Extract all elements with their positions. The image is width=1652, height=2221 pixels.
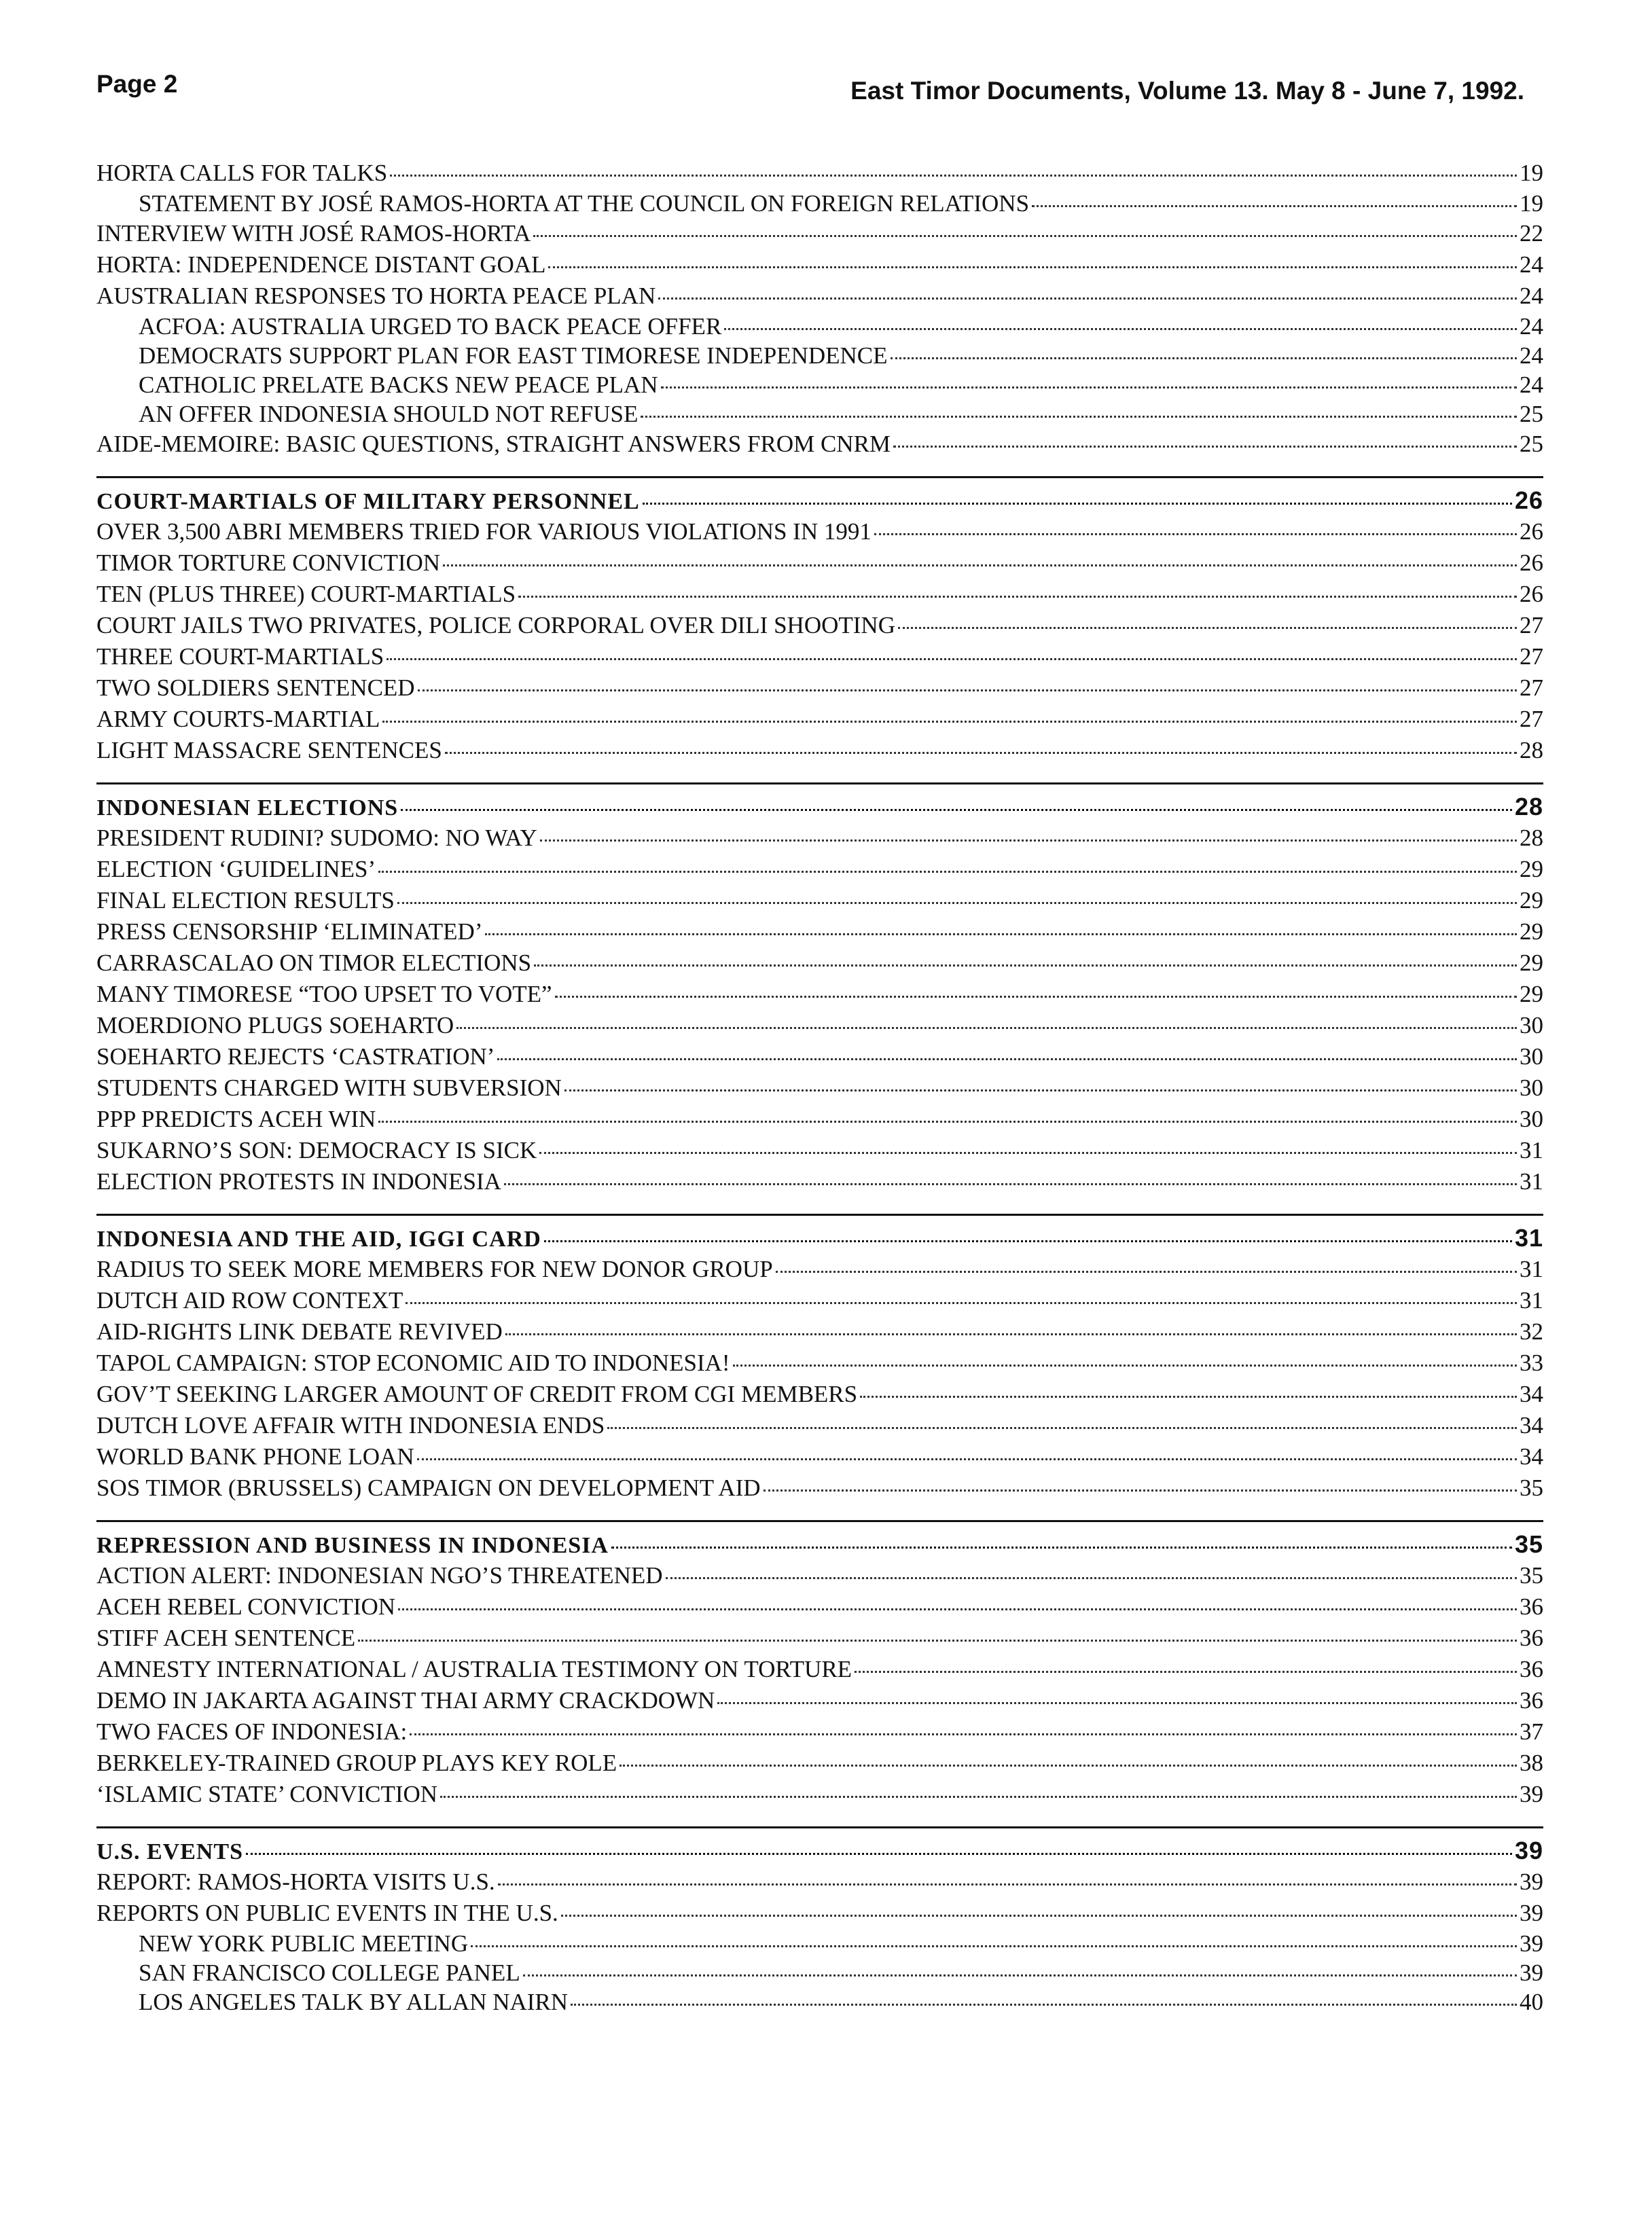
toc-entry-page: 32: [1520, 1318, 1543, 1345]
toc-entry-page: 39: [1520, 1868, 1543, 1895]
toc-entry-title: INTERVIEW WITH JOSÉ RAMOS-HORTA: [96, 220, 531, 247]
toc-entry-title: ELECTION ‘GUIDELINES’: [96, 856, 376, 882]
toc-entry: [96, 704, 1543, 735]
toc-entry-title: SUKARNO’S SON: DEMOCRACY IS SICK: [96, 1137, 537, 1163]
dot-leader: [378, 870, 1517, 873]
toc-entry-title: TIMOR TORTURE CONVICTION: [96, 549, 441, 576]
toc-entry-title: RADIUS TO SEEK MORE MEMBERS FOR NEW DONOR GROUP: [96, 1256, 773, 1282]
toc-entry-page: 26: [1520, 549, 1543, 576]
toc-entry-title: AMNESTY INTERNATIONAL / AUSTRALIA TESTIMONY ON TORTURE: [96, 1656, 852, 1682]
toc-entry-title: TEN (PLUS THREE) COURT-MARTIALS: [96, 581, 516, 607]
toc-entry-page: 34: [1520, 1443, 1543, 1470]
dot-leader: [358, 1639, 1517, 1642]
dot-leader: [724, 327, 1517, 330]
toc-entry-page: 24: [1520, 313, 1543, 340]
toc-entry: [96, 1041, 1543, 1072]
toc-entry-title: OVER 3,500 ABRI MEMBERS TRIED FOR VARIOUS VIOLATIONS IN 1991: [96, 518, 872, 545]
toc-entry: [96, 1316, 1543, 1348]
toc-entry: [96, 1254, 1543, 1285]
section-page: 39: [1514, 1837, 1543, 1864]
section-title: INDONESIA AND THE AID, IGGI CARD: [96, 1227, 541, 1252]
toc-entry-page: 37: [1520, 1718, 1543, 1745]
dot-leader: [440, 1795, 1517, 1798]
toc-entry: [96, 1866, 1543, 1898]
dot-leader: [561, 1914, 1517, 1917]
toc-entry: [96, 610, 1543, 641]
dot-leader: [523, 1974, 1517, 1976]
toc-entry: [96, 1104, 1543, 1135]
dot-leader: [397, 901, 1517, 904]
toc-entry: [96, 249, 1543, 281]
toc-entry: [96, 854, 1543, 885]
toc-entry-title: TAPOL CAMPAIGN: STOP ECONOMIC AID TO INDONESIA!: [96, 1350, 730, 1376]
dot-leader: [418, 689, 1517, 691]
page-header: [96, 65, 1524, 112]
toc-entry-title: ACFOA: AUSTRALIA URGED TO BACK PEACE OFFER: [139, 313, 722, 340]
toc-entry-title: STATEMENT BY JOSÉ RAMOS-HORTA AT THE COUNCIL ON FOREIGN RELATIONS: [139, 190, 1030, 217]
dot-leader: [620, 1764, 1517, 1767]
toc-entry-page: 25: [1520, 401, 1543, 427]
section-title: COURT-MARTIALS OF MILITARY PERSONNEL: [96, 489, 640, 514]
toc-entry-title: WORLD BANK PHONE LOAN: [96, 1443, 414, 1470]
toc-entry-title: HORTA CALLS FOR TALKS: [96, 160, 388, 186]
toc-entry-title: ARMY COURTS-MARTIAL: [96, 706, 380, 732]
toc-entry-page: 29: [1520, 887, 1543, 914]
toc-entry-page: 36: [1520, 1687, 1543, 1714]
toc-subentry: [96, 1987, 1543, 2017]
dot-leader: [666, 1576, 1517, 1579]
dot-leader: [874, 532, 1517, 535]
section-heading: [96, 1223, 1543, 1254]
toc-entry: [96, 1898, 1543, 1929]
dot-leader: [544, 1240, 1512, 1242]
section-page: 35: [1514, 1530, 1543, 1558]
toc-entry-page: 39: [1520, 1900, 1543, 1926]
toc-entry-page: 39: [1520, 1960, 1543, 1986]
toc-entry-title: PRESS CENSORSHIP ‘ELIMINATED’: [96, 918, 483, 945]
toc-entry-title: LOS ANGELES TALK BY ALLAN NAIRN: [139, 1989, 569, 2015]
toc-entry-page: 35: [1520, 1475, 1543, 1501]
toc-entry: [96, 1441, 1543, 1473]
toc-entry-page: 34: [1520, 1381, 1543, 1407]
page-number-label: Page 2: [96, 70, 178, 98]
dot-leader: [611, 1546, 1512, 1549]
toc-entry: [96, 823, 1543, 854]
toc-entry-title: THREE COURT-MARTIALS: [96, 643, 384, 670]
toc-entry-page: 31: [1520, 1287, 1543, 1314]
dot-leader: [607, 1426, 1517, 1429]
section-divider: [96, 476, 1543, 478]
dot-leader: [456, 1026, 1517, 1029]
dot-leader: [246, 1852, 1512, 1855]
toc-entry-title: SAN FRANCISCO COLLEGE PANEL: [139, 1960, 520, 1986]
section-title: REPRESSION AND BUSINESS IN INDONESIA: [96, 1533, 609, 1558]
toc-entry-title: DUTCH AID ROW CONTEXT: [96, 1287, 403, 1314]
toc-entry-title: STUDENTS CHARGED WITH SUBVERSION: [96, 1075, 562, 1101]
toc-entry-title: ‘ISLAMIC STATE’ CONVICTION: [96, 1781, 438, 1807]
dot-leader: [764, 1489, 1517, 1492]
toc-entry-title: AUSTRALIAN RESPONSES TO HORTA PEACE PLAN: [96, 283, 656, 309]
toc-entry-title: TWO FACES OF INDONESIA:: [96, 1718, 408, 1745]
toc-subentry: [96, 1958, 1543, 1987]
dot-leader: [893, 445, 1517, 448]
toc-entry-title: BERKELEY-TRAINED GROUP PLAYS KEY ROLE: [96, 1750, 617, 1776]
toc-entry: [96, 1623, 1543, 1654]
section-heading: [96, 485, 1543, 516]
toc-entry: [96, 947, 1543, 979]
toc-entry: [96, 1166, 1543, 1197]
toc-entry: [96, 1410, 1543, 1441]
dot-leader: [406, 1301, 1517, 1304]
dot-leader: [641, 415, 1517, 418]
toc-entry-title: HORTA: INDEPENDENCE DISTANT GOAL: [96, 251, 546, 278]
toc-entry-page: 36: [1520, 1625, 1543, 1651]
dot-leader: [564, 1089, 1517, 1091]
toc-subentry: [96, 341, 1543, 370]
toc-entry-page: 30: [1520, 1106, 1543, 1132]
section-divider: [96, 782, 1543, 784]
toc-entry-page: 27: [1520, 706, 1543, 732]
dot-leader: [555, 995, 1517, 998]
toc-entry-page: 24: [1520, 283, 1543, 309]
toc-entry-page: 39: [1520, 1930, 1543, 1957]
toc-entry-title: NEW YORK PUBLIC MEETING: [139, 1930, 469, 1957]
section-heading: [96, 791, 1543, 823]
toc-entry: [96, 218, 1543, 249]
toc-entry: [96, 1591, 1543, 1623]
toc-entry-page: 31: [1520, 1137, 1543, 1163]
dot-leader: [539, 1151, 1517, 1154]
dot-leader: [898, 626, 1517, 629]
toc-entry: [96, 672, 1543, 704]
toc-entry: [96, 281, 1543, 312]
toc-entry: [96, 1379, 1543, 1410]
toc-entry-page: 29: [1520, 918, 1543, 945]
toc-entry-page: 29: [1520, 856, 1543, 882]
section-heading: [96, 1529, 1543, 1560]
dot-leader: [378, 1120, 1517, 1123]
toc-entry-title: ACEH REBEL CONVICTION: [96, 1593, 396, 1620]
toc-entry: [96, 1285, 1543, 1316]
section-divider: [96, 1826, 1543, 1828]
toc-entry-page: 28: [1520, 737, 1543, 763]
dot-leader: [717, 1701, 1517, 1704]
dot-leader: [445, 751, 1517, 754]
dot-leader: [387, 657, 1517, 660]
toc-entry-title: PRESIDENT RUDINI? SUDOMO: NO WAY: [96, 825, 537, 851]
dot-leader: [498, 1883, 1517, 1885]
dot-leader: [534, 964, 1517, 967]
toc-entry-page: 36: [1520, 1656, 1543, 1682]
toc-entry-title: SOS TIMOR (BRUSSELS) CAMPAIGN ON DEVELOPMENT AID: [96, 1475, 761, 1501]
toc-entry: [96, 429, 1543, 460]
toc-entry-title: REPORTS ON PUBLIC EVENTS IN THE U.S.: [96, 1900, 558, 1926]
dot-leader: [855, 1670, 1517, 1673]
toc-entry: [96, 1716, 1543, 1748]
dot-leader: [518, 595, 1517, 598]
dot-leader: [505, 1333, 1517, 1335]
toc-entry-title: CARRASCALAO ON TIMOR ELECTIONS: [96, 950, 532, 976]
toc-entry-page: 31: [1520, 1256, 1543, 1282]
toc-entry: [96, 1010, 1543, 1041]
dot-leader: [485, 933, 1517, 935]
toc-entry-page: 36: [1520, 1593, 1543, 1620]
dot-leader: [891, 357, 1518, 359]
toc-entry-title: GOV’T SEEKING LARGER AMOUNT OF CREDIT FROM CGI MEMBERS: [96, 1381, 858, 1407]
dot-leader: [504, 1182, 1517, 1185]
toc-entry-page: 19: [1520, 160, 1543, 186]
toc-entry-page: 24: [1520, 251, 1543, 278]
dot-leader: [733, 1364, 1517, 1367]
toc-entry: [96, 579, 1543, 610]
toc-entry-title: PPP PREDICTS ACEH WIN: [96, 1106, 376, 1132]
dot-leader: [658, 297, 1517, 300]
toc-entry: [96, 1348, 1543, 1379]
toc-entry-page: 27: [1520, 674, 1543, 701]
toc-entry-page: 24: [1520, 342, 1543, 369]
toc-entry-page: 27: [1520, 612, 1543, 638]
dot-leader: [398, 1608, 1517, 1610]
dot-leader: [661, 386, 1517, 389]
toc-entry-title: ELECTION PROTESTS IN INDONESIA: [96, 1168, 501, 1195]
toc-entry-page: 35: [1520, 1562, 1543, 1589]
toc-subentry: [96, 189, 1543, 218]
toc-entry: [96, 916, 1543, 947]
toc-entry-title: FINAL ELECTION RESULTS: [96, 887, 395, 914]
section-divider: [96, 1214, 1543, 1216]
dot-leader: [548, 266, 1517, 268]
toc-subentry: [96, 399, 1543, 429]
toc-entry: [96, 547, 1543, 579]
toc-entry-title: AN OFFER INDONESIA SHOULD NOT REFUSE: [139, 401, 639, 427]
dot-leader: [533, 234, 1517, 237]
toc-entry-page: 27: [1520, 643, 1543, 670]
toc-entry-title: ACTION ALERT: INDONESIAN NGO’S THREATENED: [96, 1562, 663, 1589]
toc-entry-title: SOEHARTO REJECTS ‘CASTRATION’: [96, 1043, 495, 1070]
toc-entry: [96, 516, 1543, 547]
toc-entry-page: 28: [1520, 825, 1543, 851]
dot-leader: [382, 720, 1517, 723]
toc-entry: [96, 1685, 1543, 1716]
toc-entry-title: DEMO IN JAKARTA AGAINST THAI ARMY CRACKDOWN: [96, 1687, 715, 1714]
toc-entry-title: STIFF ACEH SENTENCE: [96, 1625, 356, 1651]
toc-entry-page: 29: [1520, 981, 1543, 1007]
dot-leader: [776, 1270, 1517, 1273]
section-page: 28: [1514, 793, 1543, 820]
toc-subentry: [96, 312, 1543, 341]
toc-entry: [96, 641, 1543, 672]
toc-entry-title: REPORT: RAMOS-HORTA VISITS U.S.: [96, 1868, 495, 1895]
toc-entry: [96, 1135, 1543, 1166]
toc-entry-page: 33: [1520, 1350, 1543, 1376]
dot-leader: [410, 1733, 1517, 1735]
toc-entry: [96, 158, 1543, 189]
dot-leader: [643, 502, 1512, 505]
toc-entry: [96, 1560, 1543, 1591]
dot-leader: [417, 1458, 1517, 1460]
toc-entry-title: CATHOLIC PRELATE BACKS NEW PEACE PLAN: [139, 372, 658, 398]
dot-leader: [540, 839, 1517, 842]
table-of-contents: [96, 158, 1543, 2017]
toc-entry: [96, 1072, 1543, 1104]
dot-leader: [471, 1945, 1517, 1947]
document-title: East Timor Documents, Volume 13. May 8 - June 7, 1992.: [850, 77, 1524, 105]
toc-entry-page: 25: [1520, 431, 1543, 457]
toc-intro-group: [96, 158, 1543, 460]
toc-entry-title: DEMOCRATS SUPPORT PLAN FOR EAST TIMORESE INDEPENDENCE: [139, 342, 888, 369]
toc-entry-page: 39: [1520, 1781, 1543, 1807]
toc-entry-page: 38: [1520, 1750, 1543, 1776]
toc-entry: [96, 1779, 1543, 1810]
toc-entry-page: 26: [1520, 581, 1543, 607]
toc-entry-title: MANY TIMORESE “TOO UPSET TO VOTE”: [96, 981, 552, 1007]
dot-leader: [401, 808, 1512, 811]
toc-entry-page: 29: [1520, 950, 1543, 976]
dot-leader: [1032, 204, 1517, 207]
dot-leader: [390, 174, 1517, 177]
toc-entry: [96, 979, 1543, 1010]
toc-entry-page: 19: [1520, 190, 1543, 217]
toc-entry-title: AIDE-MEMOIRE: BASIC QUESTIONS, STRAIGHT ANSWERS FROM CNRM: [96, 431, 891, 457]
toc-entry: [96, 885, 1543, 916]
toc-entry-title: DUTCH LOVE AFFAIR WITH INDONESIA ENDS: [96, 1412, 605, 1439]
dot-leader: [443, 564, 1517, 566]
toc-entry-page: 22: [1520, 220, 1543, 247]
section-page: 31: [1514, 1224, 1543, 1252]
toc-entry: [96, 1748, 1543, 1779]
toc-entry-page: 30: [1520, 1043, 1543, 1070]
toc-entry-title: MOERDIONO PLUGS SOEHARTO: [96, 1012, 454, 1039]
toc-entry: [96, 1654, 1543, 1685]
toc-entry-title: TWO SOLDIERS SENTENCED: [96, 674, 415, 701]
toc-entry-title: AID-RIGHTS LINK DEBATE REVIVED: [96, 1318, 503, 1345]
toc-entry: [96, 1473, 1543, 1504]
dot-leader: [497, 1058, 1517, 1060]
toc-entry-title: LIGHT MASSACRE SENTENCES: [96, 737, 442, 763]
section-page: 26: [1514, 486, 1543, 514]
dot-leader: [571, 2003, 1517, 2006]
section-heading: [96, 1835, 1543, 1866]
section-title: U.S. EVENTS: [96, 1839, 244, 1864]
toc-entry-page: 26: [1520, 518, 1543, 545]
toc-entry-page: 24: [1520, 372, 1543, 398]
toc-entry-page: 40: [1520, 1989, 1543, 2015]
toc-entry-page: 31: [1520, 1168, 1543, 1195]
dot-leader: [860, 1395, 1517, 1398]
toc-entry-page: 30: [1520, 1075, 1543, 1101]
toc-entry-page: 30: [1520, 1012, 1543, 1039]
toc-entry: [96, 735, 1543, 766]
section-title: INDONESIAN ELECTIONS: [96, 795, 399, 820]
toc-subentry: [96, 1929, 1543, 1958]
toc-subentry: [96, 370, 1543, 399]
toc-entry-page: 34: [1520, 1412, 1543, 1439]
toc-entry-title: COURT JAILS TWO PRIVATES, POLICE CORPORAL OVER DILI SHOOTING: [96, 612, 895, 638]
section-divider: [96, 1520, 1543, 1522]
